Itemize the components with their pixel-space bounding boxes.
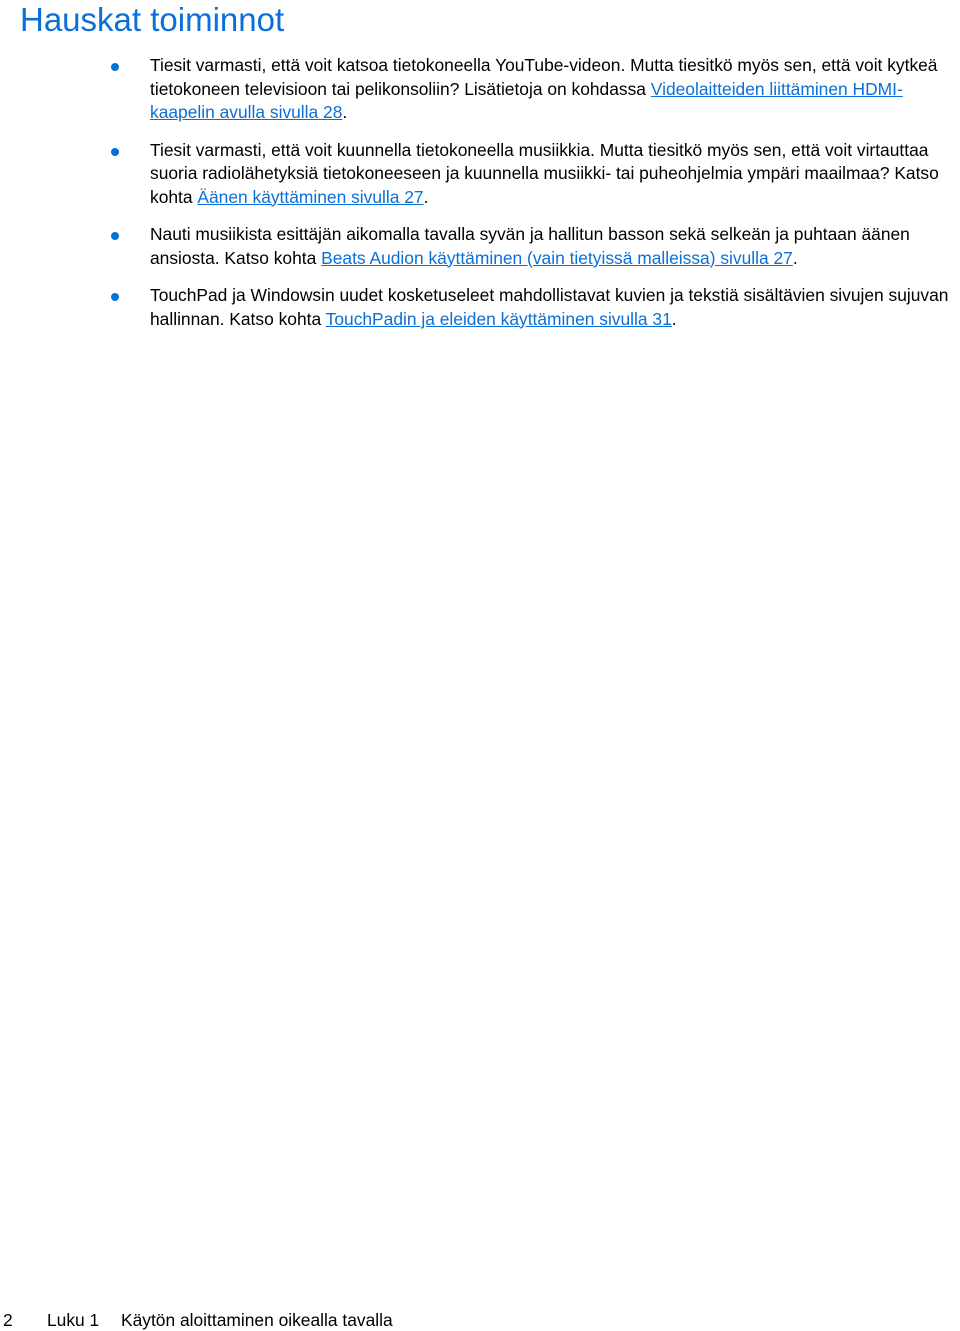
cross-reference-link-hdmi[interactable]: Videolaitteiden liittäminen HDMI-kaapelin avulla sivulla 28 <box>150 78 903 122</box>
list-item <box>0 284 960 331</box>
list-item <box>0 223 960 270</box>
bullet-dot-icon <box>111 293 119 301</box>
page-footer <box>3 1309 393 1331</box>
list-item <box>0 54 960 125</box>
bullet-dot-icon <box>111 63 119 71</box>
list-item-text-end: . <box>423 186 429 207</box>
page-number: 2 <box>3 1310 13 1330</box>
list-item-text: TouchPad ja Windowsin uudet kosketuseleet mahdollistavat kuvien ja tekstiä sisältävien sivujen sujuvan hallinnan. Katso kohta <box>150 285 949 329</box>
feature-list <box>0 54 960 331</box>
footer-chapter: Luku 1 <box>47 1310 100 1330</box>
page-title: Hauskat toiminnot <box>20 1 285 38</box>
list-item-text: Tiesit varmasti, että voit katsoa tietokoneella YouTube-videon. Mutta tiesitkö myös sen, että voit kytkeä tietokoneen televisioon tai pelikonsoliin? Lisätietoja on kohdassa <box>150 55 938 99</box>
list-item-text: Nauti musiikista esittäjän aikomalla tavalla syvän ja hallitun basson sekä selkeän ja puhtaan äänen ansiosta. Katso kohta <box>150 224 910 268</box>
cross-reference-link-audio[interactable]: Äänen käyttäminen sivulla 27 <box>197 186 424 207</box>
list-item-text: Tiesit varmasti, että voit kuunnella tietokoneella musiikkia. Mutta tiesitkö myös sen, että voit virtauttaa suoria radiolähetyksiä tietokoneeseen ja kuunnella musiikki- tai puheohjelmia ympäri maailmaa? Katso kohta <box>150 139 939 207</box>
cross-reference-link-beats-audio[interactable]: Beats Audion käyttäminen (vain tietyissä malleissa) sivulla 27 <box>321 247 793 268</box>
bullet-dot-icon <box>111 232 119 240</box>
list-item <box>0 139 960 210</box>
footer-chapter-title: Käytön aloittaminen oikealla tavalla <box>121 1310 393 1330</box>
list-item-text-end: . <box>342 102 348 122</box>
cross-reference-link-touchpad[interactable]: TouchPadin ja eleiden käyttäminen sivulla 31 <box>325 308 672 329</box>
bullet-dot-icon <box>111 148 119 156</box>
list-item-text-end: . <box>671 308 677 329</box>
list-item-text-end: . <box>792 247 798 268</box>
